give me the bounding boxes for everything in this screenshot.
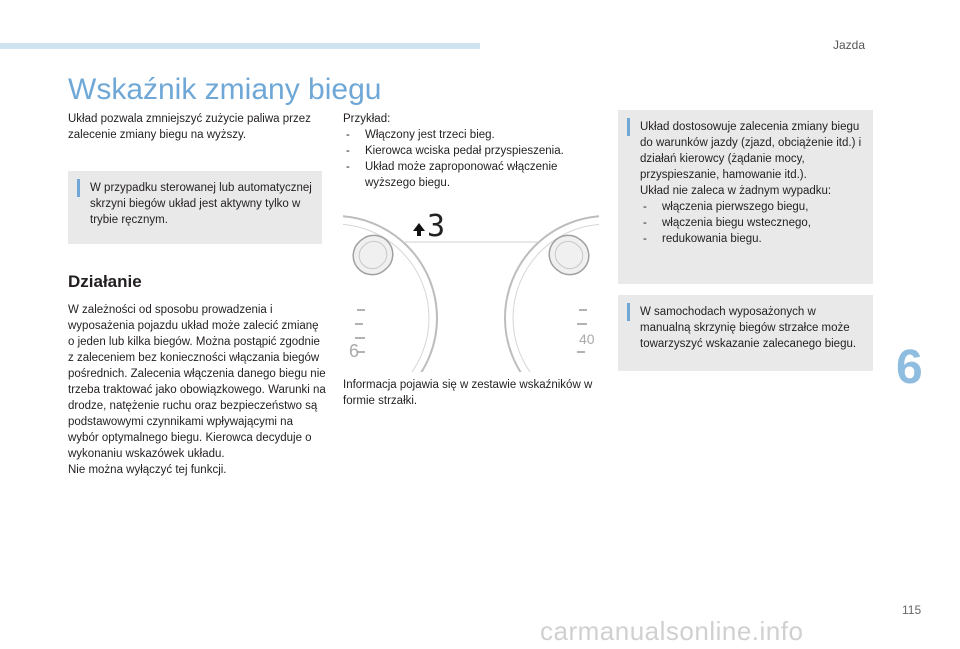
note-box bbox=[68, 171, 322, 244]
list-item: - włączenia pierwszego biegu, bbox=[640, 199, 865, 215]
left-dial-number: 6 bbox=[349, 341, 360, 361]
note-text bbox=[640, 119, 865, 247]
page-title: Wskaźnik zmiany biegu bbox=[68, 73, 382, 106]
section-name: Jazda bbox=[832, 38, 865, 52]
note-subheading: Układ nie zaleca w żadnym wypadku: bbox=[640, 185, 832, 197]
example-block bbox=[343, 111, 599, 191]
chapter-number: 6 bbox=[896, 341, 923, 394]
list-item: - Układ może zaproponować włączenie wyższego biegu. bbox=[343, 159, 599, 191]
note-box bbox=[618, 295, 873, 371]
instrument-cluster-figure bbox=[343, 200, 599, 372]
example-steps bbox=[343, 127, 599, 191]
note-text: W przypadku sterowanej lub automatycznej skrzyni biegów układ jest aktywny tylko w trybie ręcznym. bbox=[90, 182, 312, 226]
body-last-line: Nie można wyłączyć tej funkcji. bbox=[68, 464, 227, 476]
example-label: Przykład: bbox=[343, 113, 391, 125]
info-marker-icon bbox=[627, 118, 630, 136]
intro-paragraph: Układ pozwala zmniejszyć zużycie paliwa przez zalecenie zmiany biegu na wyższy. bbox=[68, 113, 311, 141]
note-list bbox=[640, 199, 865, 247]
list-item: - włączenia biegu wstecznego, bbox=[640, 215, 865, 231]
right-dial-number: 40 bbox=[579, 331, 595, 347]
note-intro: Układ dostosowuje zalecenia zmiany biegu do warunków jazdy (zjazd, obciążenie itd.) i działań kierowcy (żądanie mocy, przyspieszanie, hamowanie itd.). bbox=[640, 121, 862, 181]
list-item: - redukowania biegu. bbox=[640, 231, 865, 247]
list-item: - Kierowca wciska pedał przyspieszenia. bbox=[343, 143, 599, 159]
watermark: carmanualsonline.info bbox=[540, 616, 804, 646]
note-box bbox=[618, 110, 873, 284]
info-marker-icon bbox=[77, 179, 80, 197]
section-heading: Działanie bbox=[68, 272, 142, 291]
figure-caption: Informacja pojawia się w zestawie wskaźników w formie strzałki. bbox=[343, 379, 593, 407]
gear-indicator: 3 bbox=[427, 209, 446, 244]
info-marker-icon bbox=[627, 303, 630, 321]
note-text: W samochodach wyposażonych w manualną skrzynię biegów strzałce może towarzyszyć wskazanie zalecanego biegu. bbox=[640, 306, 857, 350]
header-bar bbox=[0, 43, 480, 49]
body-text bbox=[68, 302, 326, 478]
body-paragraph: W zależności od sposobu prowadzenia i wyposażenia pojazdu układ może zalecić zmianę o jeden lub kilka biegów. Można postąpić zgodnie z zaleceniem bez konieczności włączania biegów pośrednich. Zalecenia włączenia danego biegu nie trzeba traktować jako obowiązkowego. Warunki na drodze, natężenie ruchu oraz bezpieczeństwo są podstawowymi czynnikami wpływającymi na wybór optymalnego biegu. Kierowca decyduje o wykonaniu wskazówek układu. bbox=[68, 304, 326, 460]
list-item: - Włączony jest trzeci bieg. bbox=[343, 127, 599, 143]
page-number: 115 bbox=[902, 603, 922, 617]
